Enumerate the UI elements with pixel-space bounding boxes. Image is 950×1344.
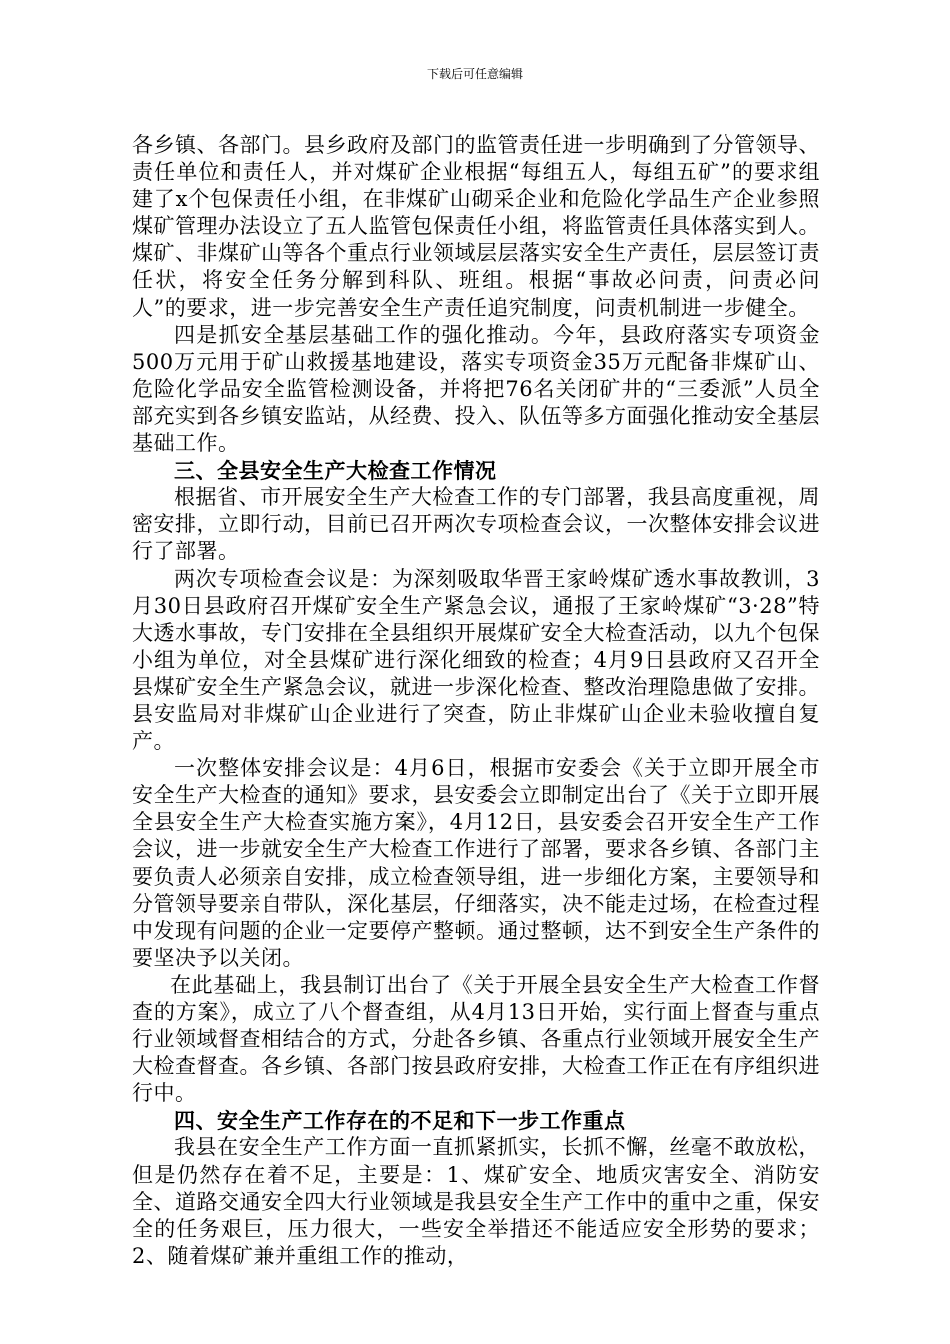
document-body	[132, 132, 820, 1270]
paragraph-responsibility: 各乡镇、各部门。县乡政府及部门的监管责任进一步明确到了分管领导、责任单位和责任人，并对煤矿企业根据“每组五人，每组五矿”的要求组建了x个包保责任小组，在非煤矿山砌采企业和危险化学品生产企业参照煤矿管理办法设立了五人监管包保责任小组，将监管责任具体落实到人。煤矿、非煤矿山等各个重点行业领域层层落实安全生产责任，层层签订责任状，将安全任务分解到科队、班组。根据“事故必问责，问责必问人”的要求，进一步完善安全生产责任追究制度，问责机制进一步健全。	[132, 133, 820, 320]
section-heading-3: 三、全县安全生产大检查工作情况	[174, 458, 497, 484]
paragraph-shortcomings: 我县在安全生产工作方面一直抓紧抓实，长抓不懈，丝毫不敢放松，但是仍然存在着不足，主要是：1、煤矿安全、地质灾害安全、消防安全、道路交通安全四大行业领域是我县安全生产工作中的重中之重，保安全的任务艰巨，压力很大，一些安全举措还不能适应安全形势的要求；2、随着煤矿兼并重组工作的推动，	[132, 1135, 820, 1268]
paragraph-grassroots: 四是抓安全基层基础工作的强化推动。今年，县政府落实专项资金500万元用于矿山救援基地建设，落实专项资金35万元配备非煤矿山、危险化学品安全监管检测设备，并将把76名关闭矿井的“三委派”人员全部充实到各乡镇安监站，从经费、投入、队伍等多方面强化推动安全基层基础工作。	[132, 322, 820, 456]
page-header-note: 下载后可任意编辑	[426, 67, 523, 81]
paragraph-overall-meeting: 一次整体安排会议是：4月6日，根据市安委会《关于立即开展全市安全生产大检查的通知》要求，县安委会立即制定出台了《关于立即开展全县安全生产大检查实施方案》，4月12日，县安委会召开安全生产工作会议，进一步就安全生产大检查工作进行了部署，要求各乡镇、各部门主要负责人必须亲自安排，成立检查领导组，进一步细化方案，主要领导和分管领导要亲自带队，深化基层，仔细落实，决不能走过场，在检查过程中发现有问题的企业一定要停产整顿。通过整顿，达不到安全生产条件的要坚决予以关闭。	[132, 756, 820, 970]
paragraph-inspection-intro: 根据省、市开展安全生产大检查工作的专门部署，我县高度重视，周密安排，立即行动，目前已召开两次专项检查会议，一次整体安排会议进行了部署。	[132, 485, 820, 564]
paragraph-special-meetings: 两次专项检查会议是：为深刻吸取华晋王家岭煤矿透水事故教训，3月30日县政府召开煤矿安全生产紧急会议，通报了王家岭煤矿“3·28”特大透水事故，专门安排在全县组织开展煤矿安全大检查活动，以九个包保小组为单位，对全县煤矿进行深化细致的检查；4月9日县政府又召开全县煤矿安全生产紧急会议，就进一步深化检查、整改治理隐患做了安排。县安监局对非煤矿山企业进行了突查，防止非煤矿山企业未验收擅自复产。	[132, 566, 820, 754]
section-heading-4: 四、安全生产工作存在的不足和下一步工作重点	[174, 1108, 626, 1134]
paragraph-supervision: 在此基础上，我县制订出台了《关于开展全县安全生产大检查工作督查的方案》，成立了八个督查组，从4月13日开始，实行面上督查与重点行业领域督查相结合的方式，分赴各乡镇、各重点行业领域开展安全生产大检查督查。各乡镇、各部门按县政府安排，大检查工作正在有序组织进行中。	[132, 972, 820, 1106]
